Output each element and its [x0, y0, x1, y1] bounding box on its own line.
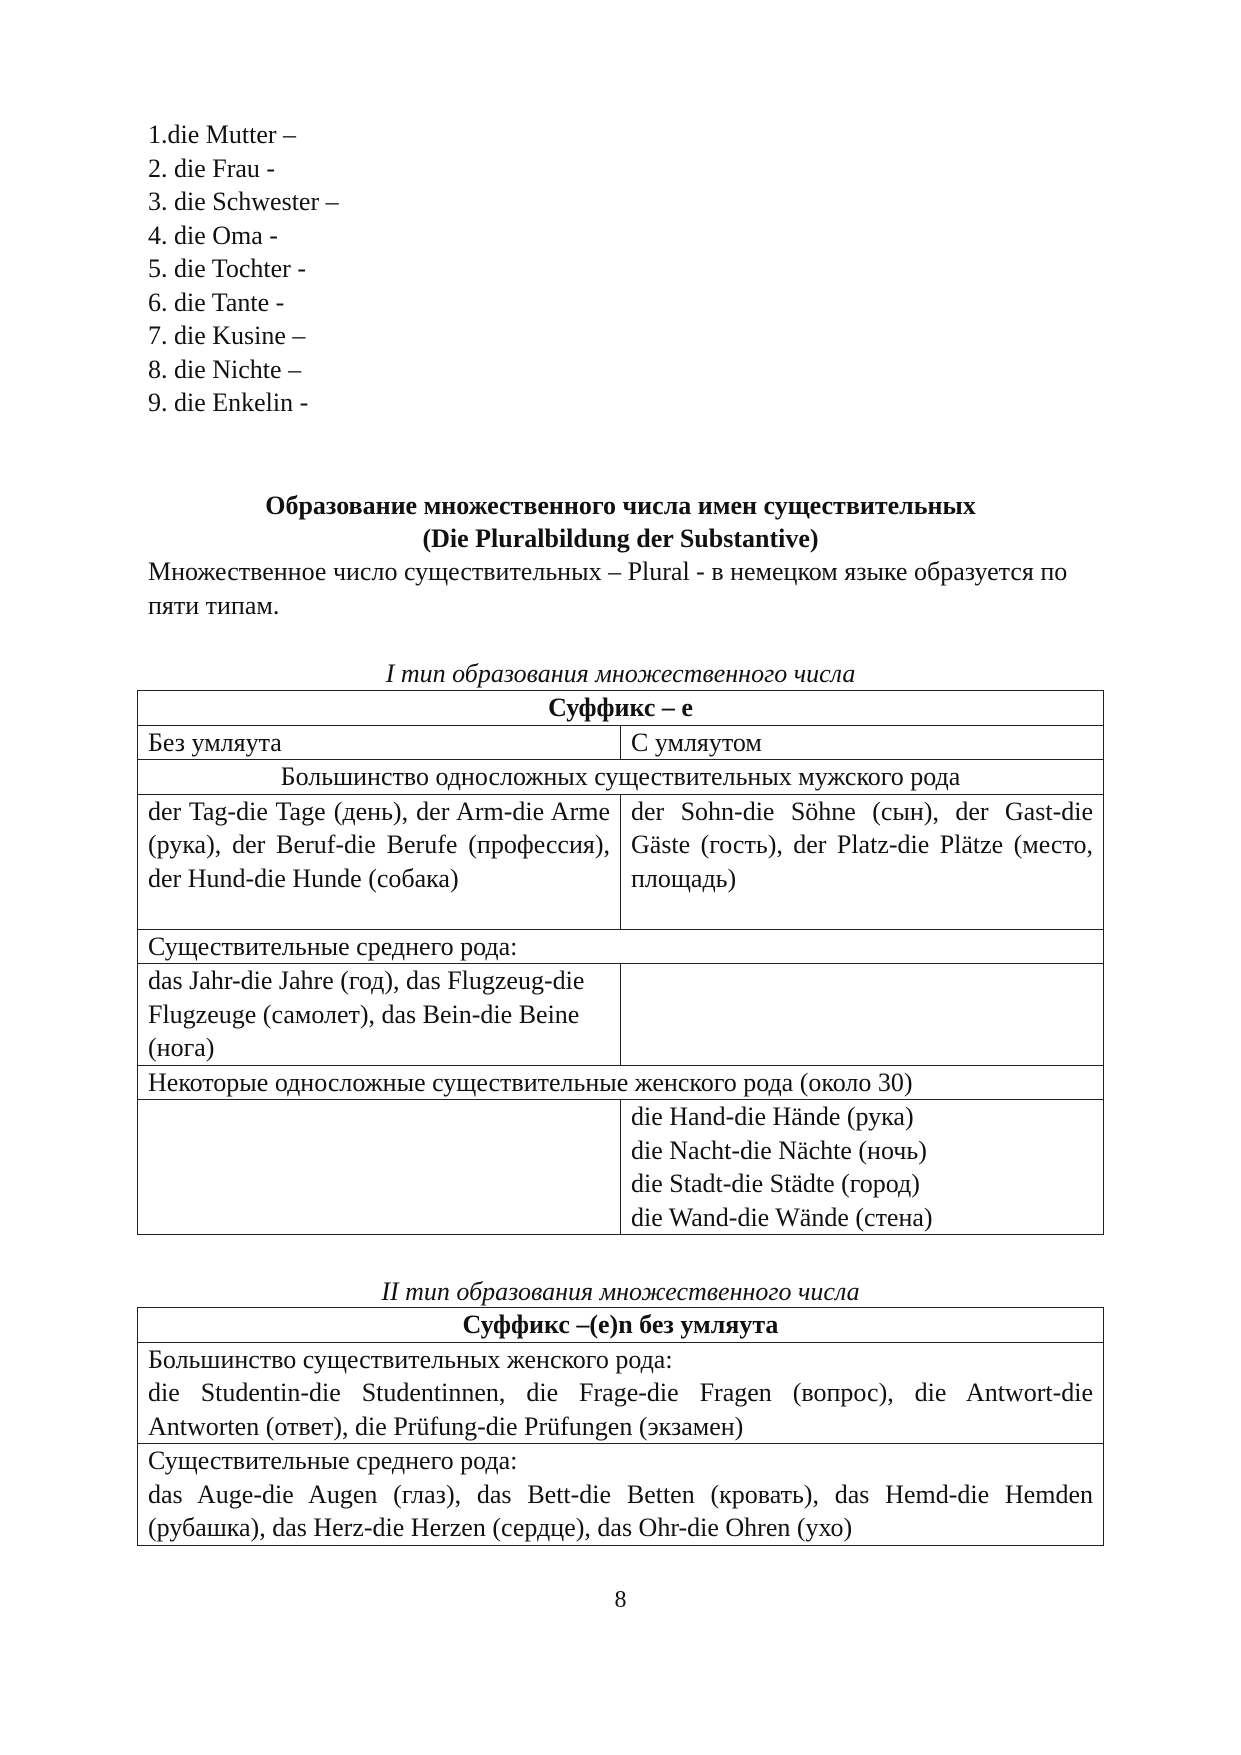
table-row	[138, 964, 1104, 1066]
masculine-umlaut-examples: der Sohn-die Söhne (сын), der Gast-die Gäste (гость), der Platz-die Plätze (место, площадь)	[621, 794, 1104, 929]
table1-header: Суффикс – е	[138, 691, 1104, 726]
feminine-label: Большинство существительных женского рода:	[148, 1344, 673, 1374]
column-umlaut: С умляутом	[621, 725, 1104, 760]
masculine-label: Большинство односложных существительных мужского рода	[138, 760, 1104, 795]
table2-caption: II тип образования множественного числа	[381, 1277, 860, 1306]
feminine-label: Некоторые односложные существительные женского рода (около 30)	[138, 1065, 1104, 1100]
list-item: 4. die Oma -	[148, 220, 278, 250]
table-row	[138, 691, 1104, 726]
neuter-umlaut-empty	[621, 964, 1104, 1066]
list-item: 1.die Mutter –	[148, 120, 297, 149]
neuter-examples: das Auge-die Augen (глаз), das Bett-die Betten (кровать), das Hemd-die Hemden (рубашка), das Herz-die Herzen (сердце), das Ohr-die Ohren (ухо)	[148, 1479, 1093, 1542]
page-number: 8	[614, 1587, 627, 1613]
list-item: 7. die Kusine –	[148, 321, 306, 350]
column-no-umlaut: Без умляута	[138, 725, 621, 760]
list-item: 2. die Frau -	[148, 153, 276, 183]
table-row	[138, 929, 1104, 964]
list-item: 8. die Nichte –	[148, 354, 302, 384]
table-row	[138, 725, 1104, 760]
section-title-ru: Образование множественного числа имен существительных	[265, 491, 976, 520]
neuter-label: Существительные среднего рода:	[138, 929, 1104, 964]
section-title-de: (Die Pluralbildung der Substantive)	[422, 524, 819, 553]
table-row	[138, 1065, 1104, 1100]
table2-header: Суффикс –(е)n без умляута	[138, 1308, 1104, 1343]
table-row	[138, 1342, 1104, 1444]
neuter-label: Существительные среднего рода:	[148, 1446, 518, 1475]
plural-type2-table	[137, 1307, 1104, 1546]
list-item: 9. die Enkelin -	[148, 388, 309, 417]
neuter-no-umlaut-examples: das Jahr-die Jahre (год), das Flugzeug-die Flugzeuge (самолет), das Bein-die Beine (нога)	[138, 964, 621, 1066]
example-line: die Nacht-die Nächte (ночь)	[631, 1135, 927, 1165]
table2-neuter-cell	[138, 1444, 1104, 1546]
table-row	[138, 1308, 1104, 1343]
example-line: die Wand-die Wände (стена)	[631, 1202, 933, 1232]
table-row	[138, 1100, 1104, 1235]
table-row	[138, 760, 1104, 795]
example-line: die Stadt-die Städte (город)	[631, 1169, 920, 1198]
feminine-examples: die Studentin-die Studentinnen, die Frage-die Fragen (вопрос), die Antwort-die Antworten (ответ), die Prüfung-die Prüfungen (экзамен)	[148, 1378, 1093, 1441]
list-item: 5. die Tochter -	[148, 254, 306, 283]
table2-feminine-cell	[138, 1342, 1104, 1444]
table-row	[138, 794, 1104, 929]
feminine-nouns-list	[148, 118, 339, 420]
list-item: 6. die Tante -	[148, 287, 285, 317]
plural-type1-table	[137, 690, 1104, 1235]
feminine-umlaut-examples	[621, 1100, 1104, 1235]
masculine-no-umlaut-examples: der Tag-die Tage (день), der Arm-die Arme (рука), der Beruf-die Berufe (профессия), der Hund-die Hunde (собака)	[138, 794, 621, 929]
table1-caption: I тип образования множественного числа	[385, 659, 856, 688]
example-line: die Hand-die Hände (рука)	[631, 1102, 914, 1131]
intro-paragraph: Множественное число существительных – Plural - в немецком языке образуется по пяти типам.	[148, 557, 1068, 620]
list-item: 3. die Schwester –	[148, 187, 339, 216]
feminine-no-umlaut-empty	[138, 1100, 621, 1235]
table-row	[138, 1444, 1104, 1546]
